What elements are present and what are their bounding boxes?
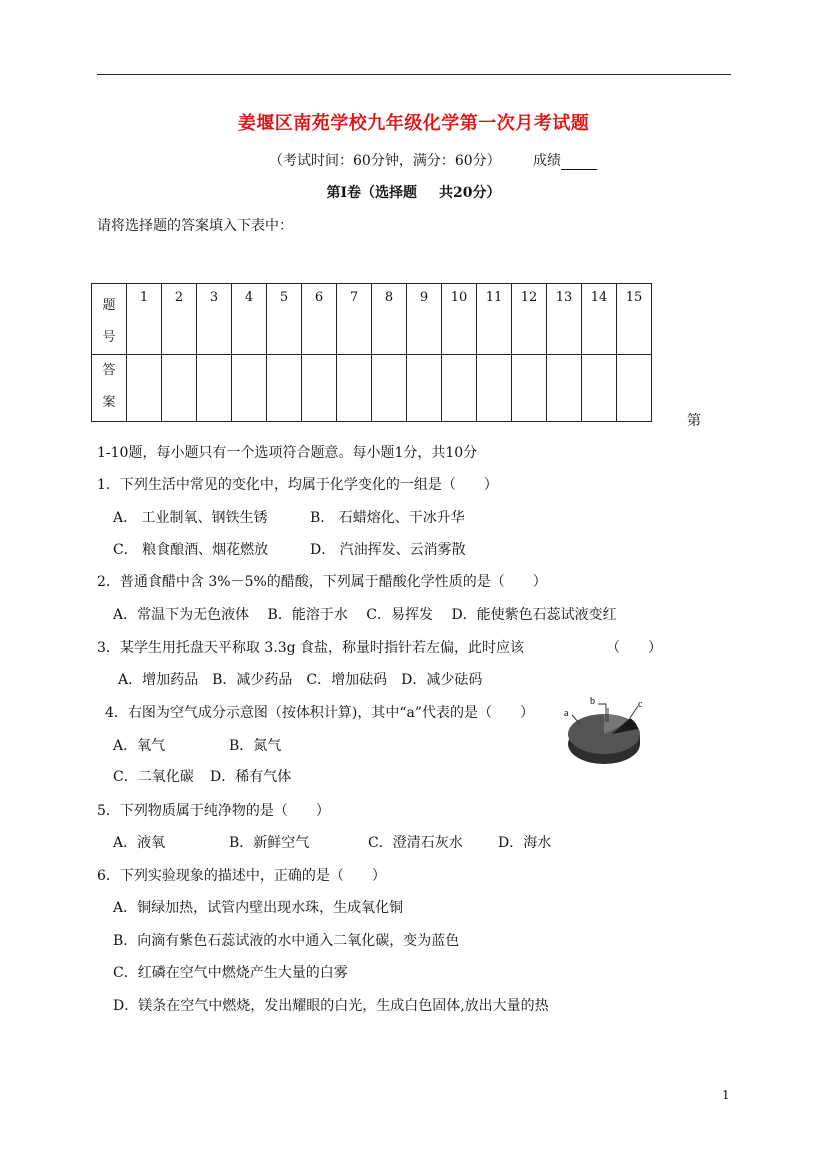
q6-option-c: C．红磷在空气中燃烧产生大量的白雾: [113, 965, 348, 981]
answer-cell[interactable]: [582, 355, 617, 422]
answer-cell[interactable]: [407, 355, 442, 422]
q1-option-a: A． 工业制氧、钢铁生锈: [113, 510, 268, 526]
answer-cell[interactable]: [267, 355, 302, 422]
number-cell: 1: [127, 284, 162, 355]
number-cell: 8: [372, 284, 407, 355]
q3-options: A．增加药品 B．减少药品 C．增加砝码 D．减少砝码: [118, 672, 483, 688]
q5-stem: 5．下列物质属于纯净物的是（ ）: [97, 803, 330, 819]
q4-option-a: A．氧气: [113, 738, 166, 754]
answer-cell[interactable]: [162, 355, 197, 422]
fig-label-a: a: [564, 708, 569, 719]
trailing-text: 第: [687, 413, 701, 429]
answer-cell[interactable]: [512, 355, 547, 422]
q6-stem: 6．下列实验现象的描述中，正确的是（ ）: [97, 868, 386, 884]
exam-title: 姜堰区南苑学校九年级化学第一次月考试题: [237, 113, 590, 134]
grade-field: [533, 150, 597, 170]
answer-cell[interactable]: [337, 355, 372, 422]
number-cell: 6: [302, 284, 337, 355]
number-cell: 2: [162, 284, 197, 355]
answer-cell[interactable]: [127, 355, 162, 422]
answer-cell[interactable]: [232, 355, 267, 422]
number-cell: 3: [197, 284, 232, 355]
answer-table: [91, 283, 652, 422]
grade-label: 成绩: [533, 153, 561, 169]
q5-option-a: A．液氧: [113, 835, 166, 851]
fig-label-b: b: [590, 696, 595, 707]
answer-table-answer-row: [92, 355, 652, 422]
fig-label-c: c: [638, 699, 643, 710]
answer-cell[interactable]: [197, 355, 232, 422]
q4-stem: 4．右图为空气成分示意图（按体积计算)，其中“a”代表的是（ ）: [105, 705, 535, 721]
section-title-a: 第I卷（选择题: [326, 185, 418, 201]
answer-cell[interactable]: [617, 355, 652, 422]
q5-option-c: C．澄清石灰水: [368, 835, 463, 851]
page-number: 1: [722, 1088, 730, 1102]
q6-option-d: D．镁条在空气中燃烧，发出耀眼的白光，生成白色固体,放出大量的热: [113, 998, 549, 1014]
q4-option-b: B．氮气: [229, 738, 282, 754]
q1-option-b: B． 石蜡熔化、干冰升华: [310, 510, 465, 526]
number-cell: 11: [477, 284, 512, 355]
q5-option-d: D．海水: [498, 835, 552, 851]
number-cell: 14: [582, 284, 617, 355]
answer-cell[interactable]: [547, 355, 582, 422]
answer-cell[interactable]: [302, 355, 337, 422]
part-intro: 1-10题，每小题只有一个选项符合题意。每小题1分，共10分: [97, 445, 478, 461]
answer-cell[interactable]: [442, 355, 477, 422]
answer-cell[interactable]: [372, 355, 407, 422]
number-cell: 12: [512, 284, 547, 355]
q2-options: A．常温下为无色液体 B．能溶于水 C．易挥发 D．能使紫色石蕊试液变红: [113, 607, 617, 623]
q4-option-c: C．二氧化碳: [113, 769, 194, 785]
q1-option-c: C． 粮食酿酒、烟花燃放: [113, 542, 269, 558]
q5-option-b: B．新鲜空气: [229, 835, 310, 851]
section-title: [0, 182, 827, 202]
row-label-number: 题 号: [92, 284, 127, 355]
section-title-b: 共20分）: [439, 185, 501, 201]
number-cell: 5: [267, 284, 302, 355]
header-rule: [97, 74, 731, 75]
air-composition-pie-figure: [560, 694, 672, 776]
number-cell: 9: [407, 284, 442, 355]
answer-cell[interactable]: [477, 355, 512, 422]
q4-option-d: D．稀有气体: [210, 769, 292, 785]
number-cell: 7: [337, 284, 372, 355]
number-cell: 13: [547, 284, 582, 355]
exam-info: （考试时间：60分钟，满分：60分）: [269, 153, 501, 169]
number-cell: 10: [442, 284, 477, 355]
q1-stem: 1．下列生活中常见的变化中，均属于化学变化的一组是（ ）: [97, 477, 498, 493]
answer-table-number-row: [92, 284, 652, 355]
q2-stem: 2．普通食醋中含 3%－5%的醋酸，下列属于醋酸化学性质的是（ ）: [97, 574, 547, 590]
q6-option-a: A．铜绿加热，试管内壁出现水珠，生成氧化铜: [113, 900, 404, 916]
number-cell: 15: [617, 284, 652, 355]
q3-stem: 3．某学生用托盘天平称取 3.3g 食盐，称量时指针若左偏，此时应该: [97, 640, 525, 656]
grade-blank[interactable]: [561, 155, 597, 170]
instruction-text: 请将选择题的答案填入下表中：: [97, 218, 293, 234]
q3-paren: （ ）: [606, 640, 662, 656]
row-label-answer: 答 案: [92, 355, 127, 422]
number-cell: 4: [232, 284, 267, 355]
q1-option-d: D． 汽油挥发、云消雾散: [310, 542, 466, 558]
q6-option-b: B．向滴有紫色石蕊试液的水中通入二氧化碳，变为蓝色: [113, 933, 460, 949]
